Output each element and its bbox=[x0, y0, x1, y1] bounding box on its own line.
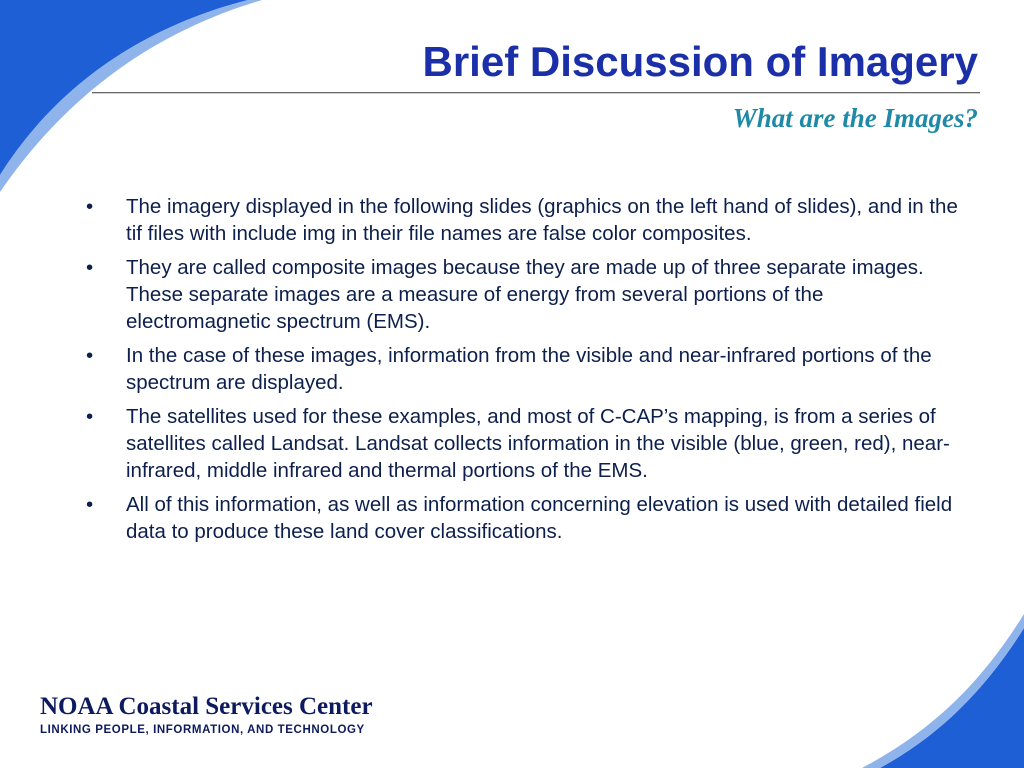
organization-tagline: LINKING PEOPLE, INFORMATION, AND TECHNOLOGY bbox=[40, 724, 365, 736]
footer-logo bbox=[40, 692, 373, 738]
bullet-text: In the case of these images, information from the visible and near-infrared portions of the spectrum are displayed. bbox=[126, 344, 932, 394]
bullet-text: They are called composite images because they are made up of three separate images. These separate images are a measure of energy from several portions of the electromagnetic spectrum (EMS). bbox=[126, 256, 924, 333]
list-item bbox=[82, 193, 962, 247]
bullet-marker: • bbox=[86, 344, 94, 367]
title-divider bbox=[92, 92, 980, 94]
list-item bbox=[82, 342, 962, 396]
bullet-marker: • bbox=[86, 493, 94, 516]
bullet-text: The imagery displayed in the following slides (graphics on the left hand of slides), and in the tif files with include img in their file names are false color composites. bbox=[126, 195, 958, 245]
bullet-list bbox=[82, 193, 962, 552]
bullet-marker: • bbox=[86, 405, 94, 428]
organization-name: NOAA Coastal Services Center bbox=[40, 693, 373, 720]
page-subtitle: What are the Images? bbox=[732, 103, 978, 133]
bullet-marker: • bbox=[86, 256, 94, 279]
list-item bbox=[82, 254, 962, 335]
bullet-marker: • bbox=[86, 195, 94, 218]
bullet-text: All of this information, as well as information concerning elevation is used with detailed field data to produce these land cover classifications. bbox=[126, 493, 953, 543]
page-title: Brief Discussion of Imagery bbox=[422, 38, 978, 85]
list-item bbox=[82, 403, 962, 484]
list-item bbox=[82, 491, 962, 545]
bullet-text: The satellites used for these examples, and most of C-CAP’s mapping, is from a series of satellites called Landsat. Landsat collects information in the visible (blue, green, red), near-infrared, middle infrared and thermal portions of the EMS. bbox=[126, 405, 950, 482]
